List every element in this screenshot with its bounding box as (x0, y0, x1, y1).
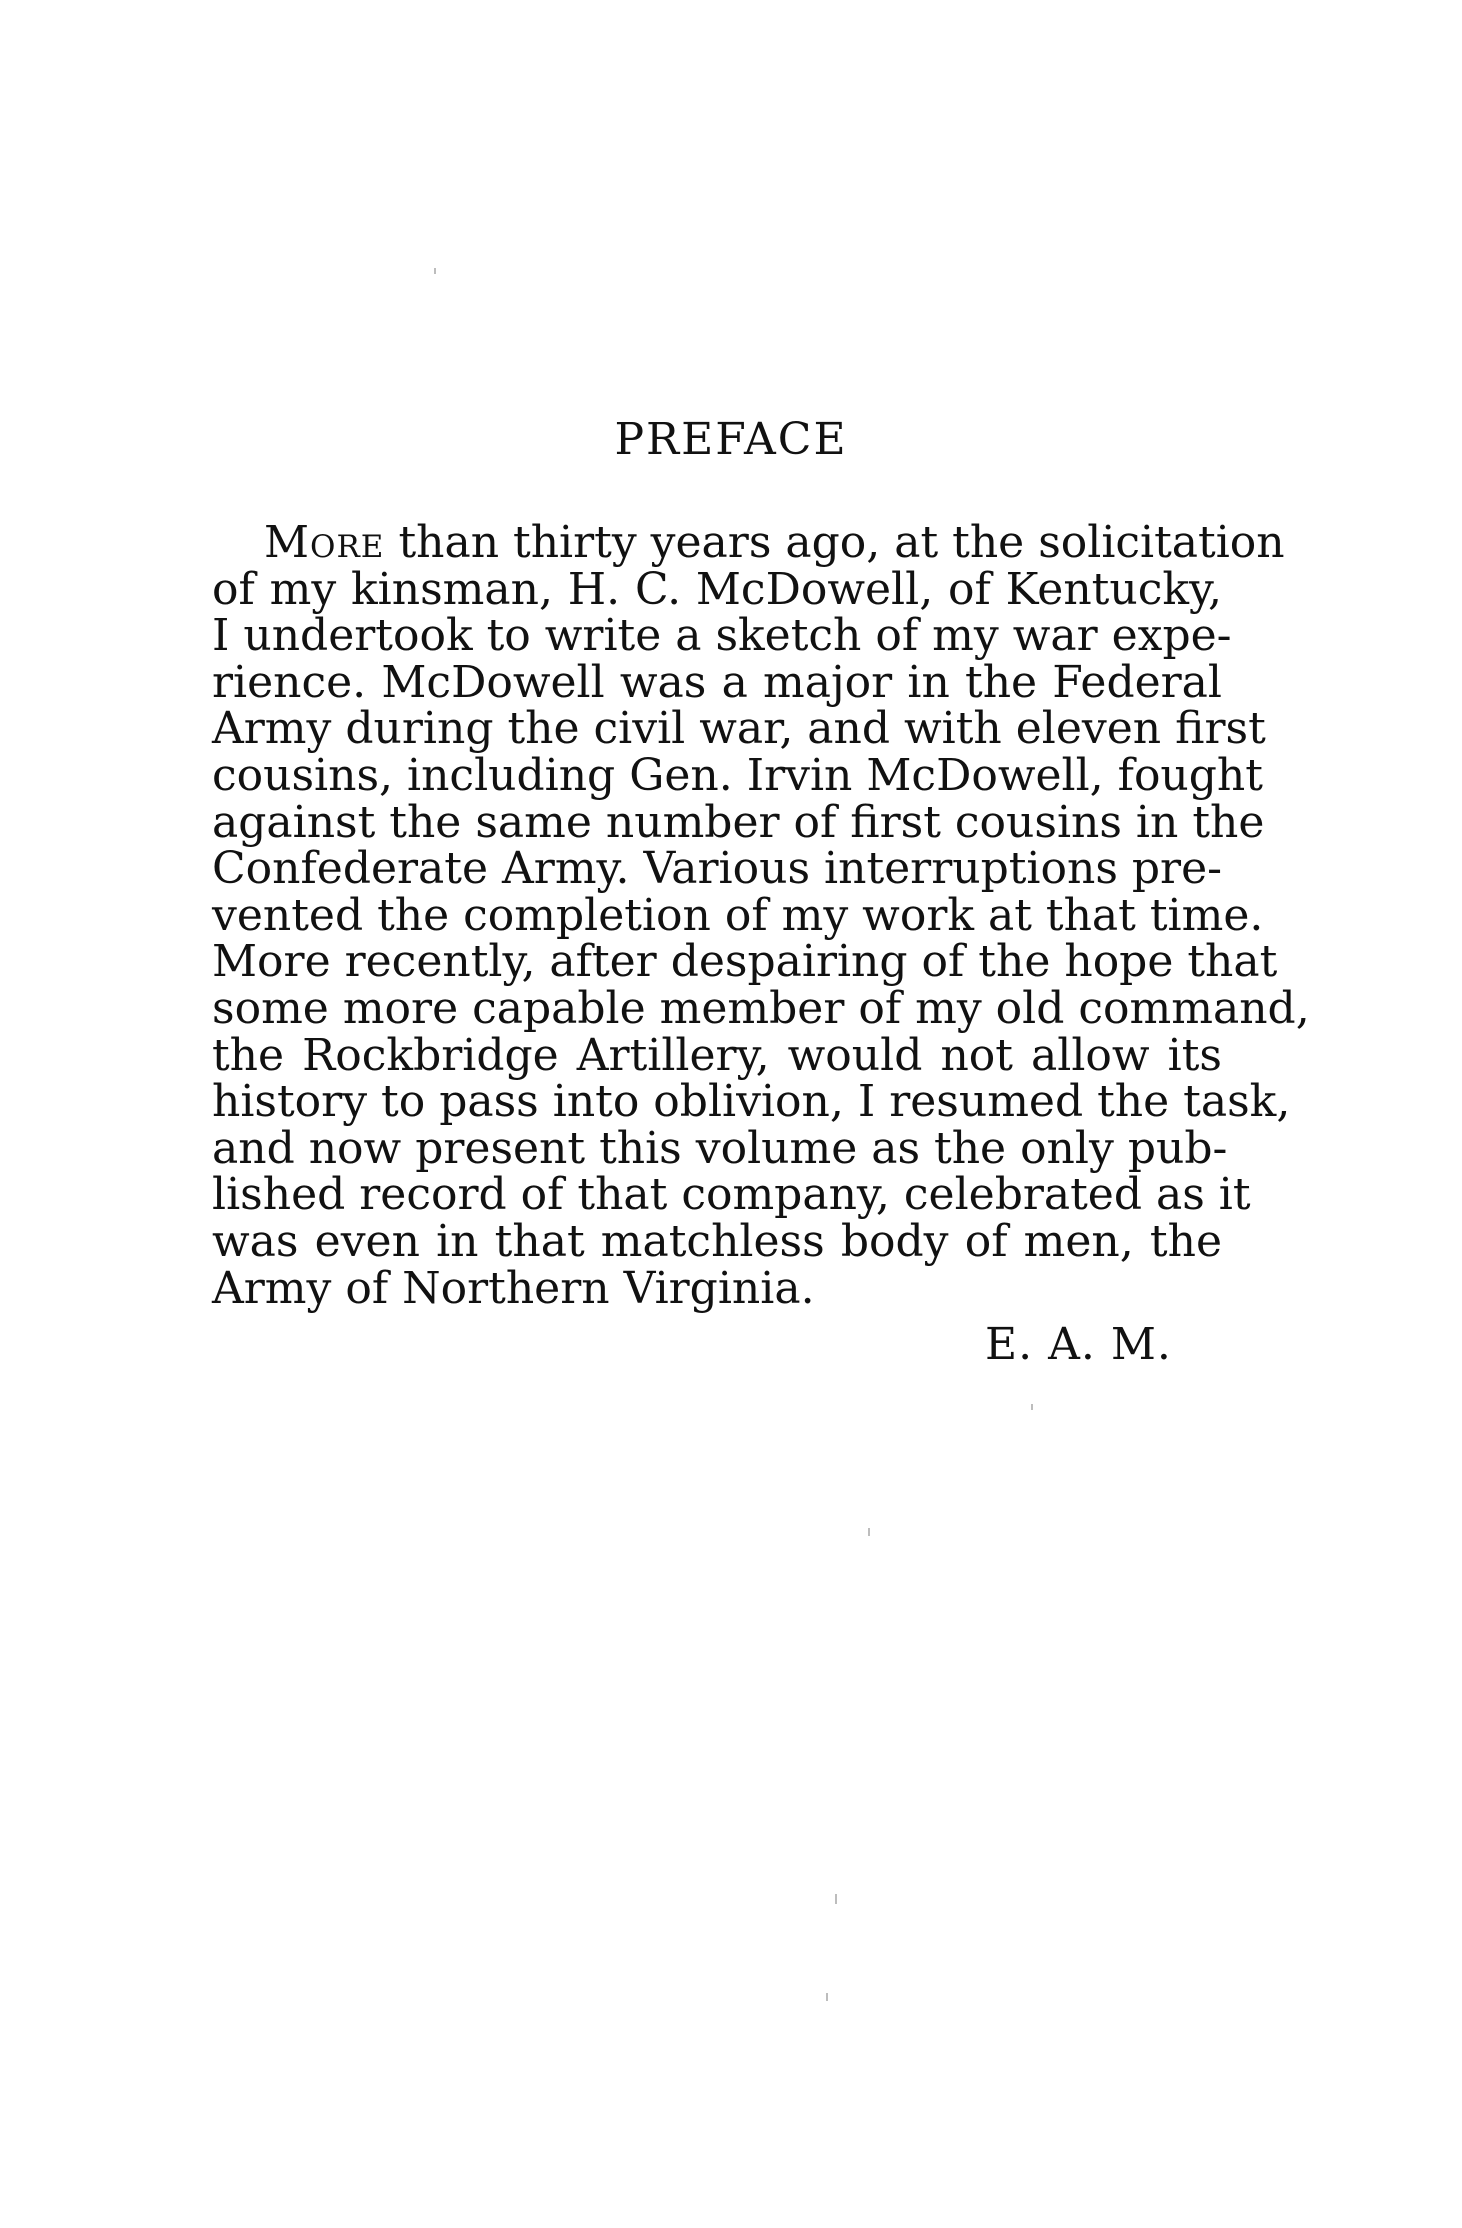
paragraph-line: Confederate Army. Various interruptions pre- (212, 843, 1222, 895)
paragraph-line: of my kinsman, H. C. McDowell, of Kentucky, (212, 563, 1222, 615)
paragraph-line: Army of Northern Virginia. (212, 1262, 815, 1314)
paragraph-line: I undertook to write a sketch of my war expe- (212, 610, 1232, 662)
paragraph-line: rience. McDowell was a major in the Federal (212, 656, 1222, 708)
scan-speck (1031, 1404, 1033, 1410)
paragraph-line: cousins, including Gen. Irvin McDowell, fought (212, 749, 1263, 801)
paragraph-line: Army during the civil war, and with eleven first (212, 703, 1266, 755)
lead-word: More (264, 517, 385, 568)
paragraph-line: the Rockbridge Artillery, would not allow its (212, 1029, 1222, 1081)
paragraph-line: some more capable member of my old command, (212, 982, 1310, 1034)
paragraph-line: history to pass into oblivion, I resumed the task, (212, 1076, 1291, 1128)
scan-speck (835, 1894, 837, 1904)
scan-speck (826, 1993, 828, 2001)
paragraph-line: More recently, after despairing of the hope that (212, 936, 1278, 988)
paragraph-line: lished record of that company, celebrated as it (212, 1169, 1251, 1221)
author-initials: E. A. M. (985, 1319, 1172, 1370)
page-title: PREFACE (614, 414, 848, 465)
paragraph-line: was even in that matchless body of men, the (212, 1215, 1222, 1267)
preface-paragraph (212, 517, 1310, 1314)
scan-speck (434, 268, 436, 274)
scan-speck (868, 1528, 870, 1536)
paragraph-line: More than thirty years ago, at the solicitation (264, 517, 1285, 568)
paragraph-line: and now present this volume as the only pub- (212, 1122, 1228, 1174)
paragraph-line: vented the completion of my work at that time. (212, 889, 1264, 941)
paragraph-line: against the same number of first cousins in the (212, 796, 1265, 848)
